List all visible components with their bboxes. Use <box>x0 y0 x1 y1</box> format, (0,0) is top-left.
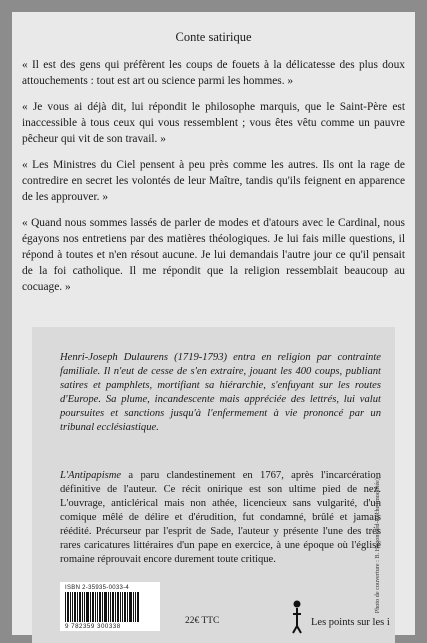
quote-1: « Il est des gens qui préfèrent les coups de fouets à la délicatesse des plus doux attouchements : tout est art ou science parmi les hommes. » <box>22 59 405 87</box>
quote-4: « Quand nous sommes lassés de parler de modes et d'atours avec le Cardinal, nous égayons nos entretiens par des matières théologiques. Je lui fais mille questions, il répond à toutes et n'en résout aucune. Je lui demandais l'autre jour ce qu'il pensait de la foi catholique. Il me répondit que la religion ressemblait beaucoup au cocuage. » <box>22 217 405 293</box>
book-description <box>60 469 381 567</box>
quote-2: « Je vous ai déjà dit, lui répondit le philosophe marquis, que le Saint-Père est inaccessible à tous ceux qui vous ressemblent ; vous êtes vêtu comme un pauvre pêcheur qui vit de son travail. » <box>22 101 405 145</box>
genre-title: Conte satirique <box>175 30 252 44</box>
info-panel <box>32 327 395 643</box>
quote-3: « Les Ministres du Ciel pensent à peu près comme les autres. Ils ont la rage de contredire en secret les volontés de leur Maître, tandis qu'ils feignent en apparence de les approuver. » <box>22 159 405 203</box>
isbn: ISBN 2-35935-0033-4 <box>65 585 130 591</box>
publisher-name: Les points sur les i <box>311 617 390 628</box>
publisher-logo-icon <box>287 599 307 635</box>
barcode-number: 9 782359 300338 <box>65 623 121 630</box>
barcode <box>60 582 160 631</box>
barcode-bars <box>65 592 155 622</box>
author-name: Henri-Joseph Dulaurens (1719-1793) <box>60 352 228 363</box>
publisher <box>287 599 397 639</box>
price: 22€ TTC <box>185 616 220 626</box>
book-title: L'Antipapisme <box>60 470 122 481</box>
quotes-section <box>22 22 405 305</box>
author-bio <box>60 351 381 435</box>
author-bio-text: entra en religion par contrainte familiale. Il n'eut de cesse de s'en extraire, jouant les 400 coups, publiant satires et pamphlets, mortifiant sa hiérarchie, s'enfuyant sur les routes d'Europe. Sa plume, incandescente mais appréciée des lettrés, lui valut poursuites et sanctions jusqu'à l'enfermement à vie prononcé par un tribunal ecclésiastique. <box>60 352 381 433</box>
book-description-text: a paru clandestinement en 1767, après l'incarcération définitive de l'auteur. Ce récit onirique est son ultime pied de nez. L'ouvrage, anticlérical mais non athée, licencieux sans vulgarité, d'un comique mêlé de délire et d'érudition, fut condamné, brûlé et jamais réédité. Précurseur par l'esprit de Sade, l'auteur y présente l'une des très rares caricatures littéraires d'un pape en exercice, à une époque où l'église romaine réprouvait encore durement toute critique. <box>60 470 381 565</box>
photo-credit: Photo de couverture : B. Hugonnard-Roche (modifiée) <box>374 477 381 613</box>
